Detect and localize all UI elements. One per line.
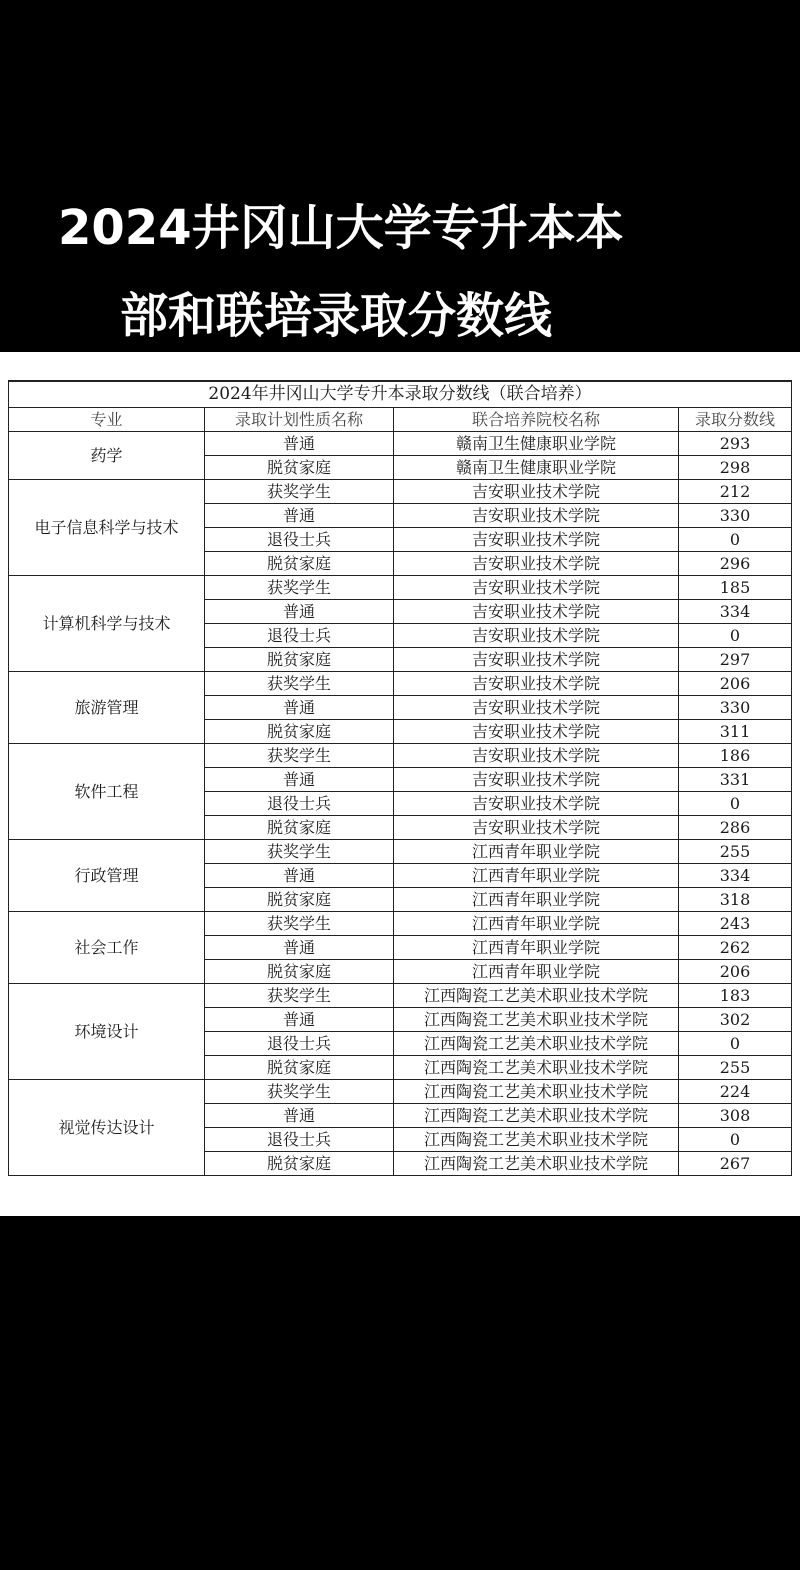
- score-cell: 311: [679, 720, 792, 744]
- partner-school-cell: 吉安职业技术学院: [394, 816, 679, 840]
- table-row: [9, 480, 792, 504]
- partner-school-cell: 江西青年职业学院: [394, 864, 679, 888]
- plan-type-cell: 获奖学生: [205, 480, 394, 504]
- plan-type-cell: 脱贫家庭: [205, 816, 394, 840]
- partner-school-cell: 江西陶瓷工艺美术职业技术学院: [394, 1032, 679, 1056]
- plan-type-cell: 脱贫家庭: [205, 1152, 394, 1176]
- plan-type-cell: 脱贫家庭: [205, 960, 394, 984]
- major-cell: 电子信息科学与技术: [9, 480, 205, 576]
- document-scan: [0, 352, 800, 1216]
- major-cell: 旅游管理: [9, 672, 205, 744]
- plan-type-cell: 普通: [205, 600, 394, 624]
- table-row: [9, 984, 792, 1008]
- score-cell: 212: [679, 480, 792, 504]
- plan-type-cell: 普通: [205, 1104, 394, 1128]
- plan-type-cell: 普通: [205, 504, 394, 528]
- score-cell: 185: [679, 576, 792, 600]
- plan-type-cell: 退役士兵: [205, 792, 394, 816]
- table-row: [9, 840, 792, 864]
- bottom-black-area: [0, 1216, 800, 1570]
- header-major: 专业: [9, 408, 205, 432]
- score-cell: 267: [679, 1152, 792, 1176]
- score-cell: 0: [679, 1032, 792, 1056]
- plan-type-cell: 普通: [205, 936, 394, 960]
- table-header-row: [9, 408, 792, 432]
- plan-type-cell: 普通: [205, 1008, 394, 1032]
- plan-type-cell: 获奖学生: [205, 744, 394, 768]
- headline-line-2: 部和联培录取分数线: [120, 288, 553, 344]
- plan-type-cell: 脱贫家庭: [205, 720, 394, 744]
- major-cell: 社会工作: [9, 912, 205, 984]
- partner-school-cell: 江西青年职业学院: [394, 912, 679, 936]
- score-cell: 318: [679, 888, 792, 912]
- partner-school-cell: 吉安职业技术学院: [394, 600, 679, 624]
- partner-school-cell: 江西青年职业学院: [394, 960, 679, 984]
- plan-type-cell: 退役士兵: [205, 1032, 394, 1056]
- plan-type-cell: 获奖学生: [205, 672, 394, 696]
- partner-school-cell: 江西陶瓷工艺美术职业技术学院: [394, 1008, 679, 1032]
- major-cell: 软件工程: [9, 744, 205, 840]
- score-cell: 206: [679, 672, 792, 696]
- score-cell: 297: [679, 648, 792, 672]
- score-cell: 206: [679, 960, 792, 984]
- partner-school-cell: 吉安职业技术学院: [394, 480, 679, 504]
- table-body: [9, 432, 792, 1176]
- major-cell: 环境设计: [9, 984, 205, 1080]
- score-cell: 255: [679, 1056, 792, 1080]
- score-cell: 243: [679, 912, 792, 936]
- partner-school-cell: 江西陶瓷工艺美术职业技术学院: [394, 1056, 679, 1080]
- partner-school-cell: 吉安职业技术学院: [394, 768, 679, 792]
- partner-school-cell: 吉安职业技术学院: [394, 744, 679, 768]
- score-cell: 0: [679, 624, 792, 648]
- score-cell: 330: [679, 504, 792, 528]
- score-cell: 302: [679, 1008, 792, 1032]
- partner-school-cell: 江西陶瓷工艺美术职业技术学院: [394, 1152, 679, 1176]
- partner-school-cell: 吉安职业技术学院: [394, 672, 679, 696]
- partner-school-cell: 吉安职业技术学院: [394, 504, 679, 528]
- plan-type-cell: 普通: [205, 864, 394, 888]
- plan-type-cell: 退役士兵: [205, 624, 394, 648]
- partner-school-cell: 江西陶瓷工艺美术职业技术学院: [394, 1080, 679, 1104]
- score-cell: 0: [679, 1128, 792, 1152]
- score-cell: 331: [679, 768, 792, 792]
- score-cell: 186: [679, 744, 792, 768]
- major-cell: 药学: [9, 432, 205, 480]
- score-cell: 0: [679, 792, 792, 816]
- score-cell: 255: [679, 840, 792, 864]
- partner-school-cell: 吉安职业技术学院: [394, 576, 679, 600]
- plan-type-cell: 获奖学生: [205, 840, 394, 864]
- partner-school-cell: 吉安职业技术学院: [394, 696, 679, 720]
- partner-school-cell: 吉安职业技术学院: [394, 720, 679, 744]
- plan-type-cell: 获奖学生: [205, 576, 394, 600]
- major-cell: 行政管理: [9, 840, 205, 912]
- score-cell: 308: [679, 1104, 792, 1128]
- admission-score-table: [8, 380, 792, 1176]
- plan-type-cell: 获奖学生: [205, 912, 394, 936]
- partner-school-cell: 吉安职业技术学院: [394, 528, 679, 552]
- plan-type-cell: 普通: [205, 432, 394, 456]
- partner-school-cell: 吉安职业技术学院: [394, 552, 679, 576]
- score-cell: 0: [679, 528, 792, 552]
- partner-school-cell: 江西青年职业学院: [394, 936, 679, 960]
- table-row: [9, 672, 792, 696]
- score-cell: 262: [679, 936, 792, 960]
- plan-type-cell: 获奖学生: [205, 984, 394, 1008]
- table-row: [9, 576, 792, 600]
- partner-school-cell: 吉安职业技术学院: [394, 624, 679, 648]
- score-cell: 296: [679, 552, 792, 576]
- partner-school-cell: 江西陶瓷工艺美术职业技术学院: [394, 1104, 679, 1128]
- score-cell: 183: [679, 984, 792, 1008]
- plan-type-cell: 普通: [205, 696, 394, 720]
- table-row: [9, 432, 792, 456]
- plan-type-cell: 普通: [205, 768, 394, 792]
- score-cell: 334: [679, 864, 792, 888]
- score-cell: 298: [679, 456, 792, 480]
- table-row: [9, 1080, 792, 1104]
- score-cell: 286: [679, 816, 792, 840]
- plan-type-cell: 脱贫家庭: [205, 552, 394, 576]
- partner-school-cell: 江西陶瓷工艺美术职业技术学院: [394, 1128, 679, 1152]
- table-caption: 2024年井冈山大学专升本录取分数线（联合培养）: [9, 381, 792, 408]
- partner-school-cell: 江西陶瓷工艺美术职业技术学院: [394, 984, 679, 1008]
- partner-school-cell: 吉安职业技术学院: [394, 648, 679, 672]
- table-row: [9, 744, 792, 768]
- score-cell: 224: [679, 1080, 792, 1104]
- plan-type-cell: 获奖学生: [205, 1080, 394, 1104]
- plan-type-cell: 脱贫家庭: [205, 1056, 394, 1080]
- headline-line-1: 2024井冈山大学专升本本: [58, 200, 624, 256]
- table-row: [9, 912, 792, 936]
- partner-school-cell: 赣南卫生健康职业学院: [394, 456, 679, 480]
- plan-type-cell: 退役士兵: [205, 528, 394, 552]
- major-cell: 计算机科学与技术: [9, 576, 205, 672]
- header-partner-school: 联合培养院校名称: [394, 408, 679, 432]
- header-plan-type: 录取计划性质名称: [205, 408, 394, 432]
- score-cell: 293: [679, 432, 792, 456]
- partner-school-cell: 江西青年职业学院: [394, 840, 679, 864]
- partner-school-cell: 江西青年职业学院: [394, 888, 679, 912]
- score-cell: 330: [679, 696, 792, 720]
- plan-type-cell: 脱贫家庭: [205, 888, 394, 912]
- header-score: 录取分数线: [679, 408, 792, 432]
- partner-school-cell: 赣南卫生健康职业学院: [394, 432, 679, 456]
- plan-type-cell: 退役士兵: [205, 1128, 394, 1152]
- score-cell: 334: [679, 600, 792, 624]
- major-cell: 视觉传达设计: [9, 1080, 205, 1176]
- headline-banner: [0, 0, 800, 352]
- partner-school-cell: 吉安职业技术学院: [394, 792, 679, 816]
- plan-type-cell: 脱贫家庭: [205, 456, 394, 480]
- plan-type-cell: 脱贫家庭: [205, 648, 394, 672]
